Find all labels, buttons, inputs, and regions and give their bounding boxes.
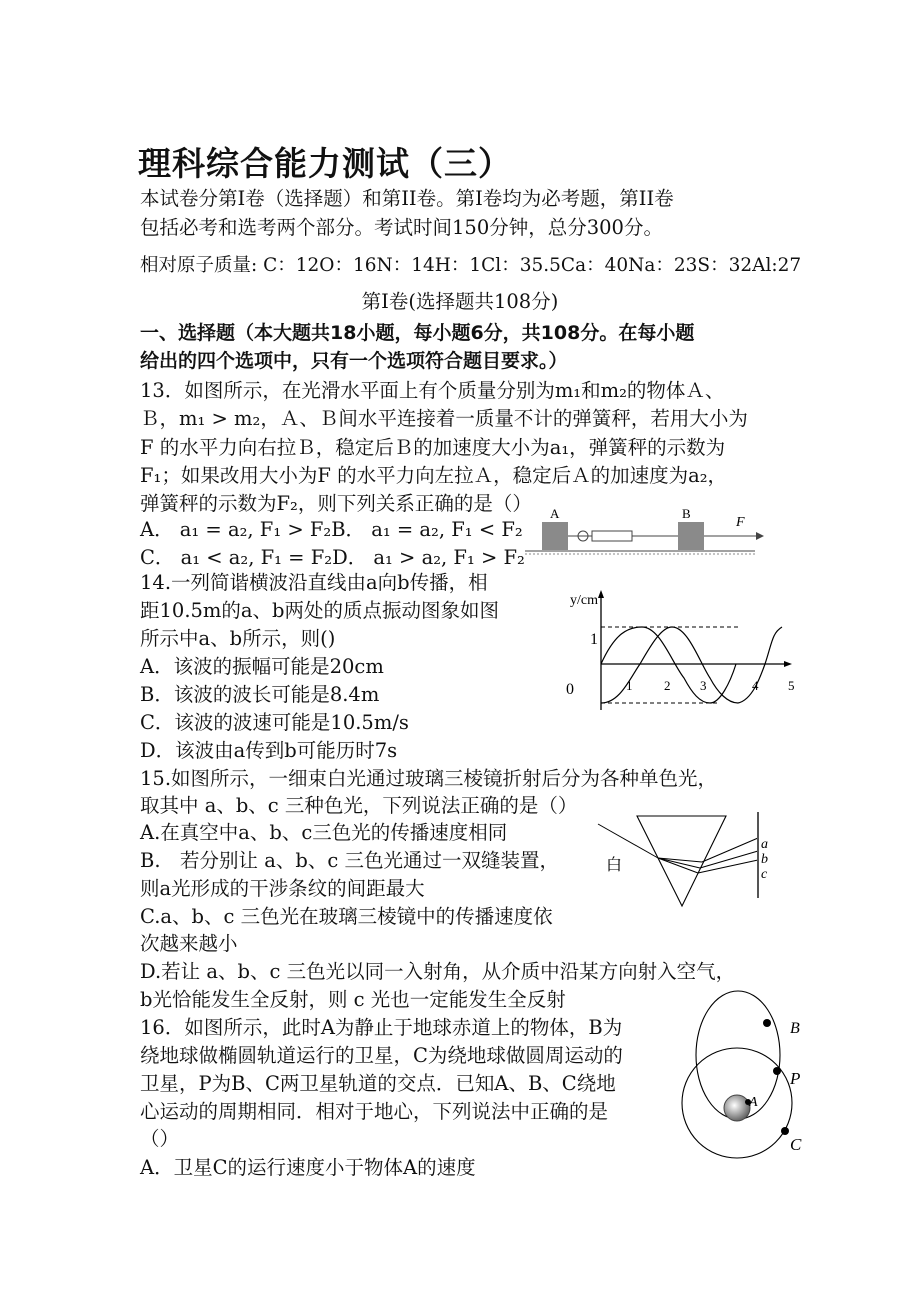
origin-label: 0 [566, 681, 574, 698]
intro-line: 包括必考和选考两个部分。考试时间150分钟，总分300分。 [140, 216, 663, 239]
label-f: F [736, 515, 745, 530]
y-axis-label: y/cm [570, 593, 598, 608]
q15-option: B. 若分别让 a、b、c 三色光通过一双缝装置， [140, 849, 559, 872]
q16-line: 绕地球做椭圆轨道运行的卫星，C为绕地球做圆周运动的 [140, 1044, 623, 1067]
q15-option: A.在真空中a、b、c三色光的传播速度相同 [140, 821, 508, 844]
y-tick: 1 [590, 631, 598, 648]
q16-line: 卫星，P为B、C两卫星轨道的交点．已知A、B、C绕地 [140, 1072, 616, 1095]
q13-option: C． a₁ < a₂, F₁ = F₂D． a₁ > a₂, F₁ > F₂ [140, 546, 525, 569]
section-desc: 给出的四个选项中，只有一个选项符合题目要求。） [140, 350, 568, 372]
q13-line: F 的水平力向右拉Ｂ，稳定后Ｂ的加速度大小为a₁，弹簧秤的示数为 [140, 436, 726, 459]
label-b: B [790, 1020, 800, 1037]
ray-c-label: c [761, 867, 768, 882]
q15-option: 则a光形成的干涉条纹的间距最大 [140, 877, 425, 900]
vibration-graph [560, 588, 800, 713]
q14-option: D．该波由a传到b可能历时7s [140, 739, 398, 762]
spring-scale-figure [520, 500, 770, 565]
white-light-label: 白 [606, 857, 623, 874]
q14-line: 距10.5m的a、b两处的质点振动图象如图 [140, 599, 500, 622]
q16-option: A．卫星C的运行速度小于物体A的速度 [140, 1156, 476, 1179]
ray-a-label: a [761, 837, 768, 852]
q13-line: Ｂ，m₁ > m₂，Ａ、Ｂ间水平连接着一质量不计的弹簧秤，若用大小为 [140, 407, 748, 430]
x-tick: 3 [700, 678, 707, 693]
page-title: 理科综合能力测试（三） [138, 144, 512, 183]
q15-option: b光恰能发生全反射，则 c 光也一定能发生全反射 [140, 988, 566, 1011]
x-tick: 4 [752, 678, 759, 693]
orbit-figure [670, 985, 820, 1160]
x-tick: 1 [626, 678, 633, 693]
label-p: P [790, 1069, 801, 1088]
q13-line: 13．如图所示，在光滑水平面上有个质量分别为m₁和m₂的物体Ａ、 [140, 379, 725, 402]
q14-line: 14.一列简谐横波沿直线由a向b传播，相 [140, 571, 488, 594]
q14-option: C．该波的波速可能是10.5m/s [140, 711, 409, 734]
atomic-mass: 相对原子质量: C：12O：16N：14H：1Cl：35.5Ca：40Na：23S：32Al:27 [140, 255, 802, 276]
q16-line: （） [140, 1127, 180, 1150]
q13-line: F₁；如果改用大小为F 的水平力向左拉Ａ，稳定后Ａ的加速度为a₂， [140, 464, 728, 487]
label-c: C [790, 1135, 802, 1154]
q13-line: 弹簧秤的示数为F₂，则下列关系正确的是（） [140, 492, 532, 515]
q14-line: 所示中a、b所示，则() [140, 627, 336, 650]
q15-option: 次越来越小 [140, 932, 238, 955]
label-a: A [749, 1095, 758, 1110]
q15-option: C.a、b、c 三色光在玻璃三棱镜中的传播速度依 [140, 905, 553, 928]
q15-option: D.若让 a、b、c 三色光以同一入射角，从介质中沿某方向射入空气， [140, 960, 736, 983]
q16-line: 16．如图所示，此时A为静止于地球赤道上的物体，B为 [140, 1016, 623, 1039]
q15-line: 15.如图所示，一细束白光通过玻璃三棱镜折射后分为各种单色光， [140, 767, 718, 790]
q13-option: A． a₁ = a₂, F₁ > F₂B． a₁ = a₂, F₁ < F₂ [140, 518, 523, 541]
q14-option: B．该波的波长可能是8.4m [140, 683, 380, 706]
q15-line: 取其中 a、b、c 三种色光，下列说法正确的是（） [140, 794, 578, 817]
q14-option: A．该波的振幅可能是20cm [140, 655, 384, 678]
section-header: 第Ⅰ卷(选择题共108分) [361, 290, 559, 313]
ray-b-label: b [761, 852, 768, 867]
prism-figure [590, 810, 790, 920]
intro-line: 本试卷分第Ⅰ卷（选择题）和第II卷。第Ⅰ卷均为必考题，第II卷 [140, 187, 674, 210]
label-b: B [682, 506, 691, 521]
q16-line: 心运动的周期相同．相对于地心，下列说法中正确的是 [140, 1100, 609, 1123]
x-tick: 2 [664, 678, 671, 693]
label-a: A [550, 506, 560, 521]
section-desc: 一、选择题（本大题共18小题，每小题6分，共108分。在每小题 [140, 322, 695, 344]
x-tick: 5 [788, 678, 795, 693]
